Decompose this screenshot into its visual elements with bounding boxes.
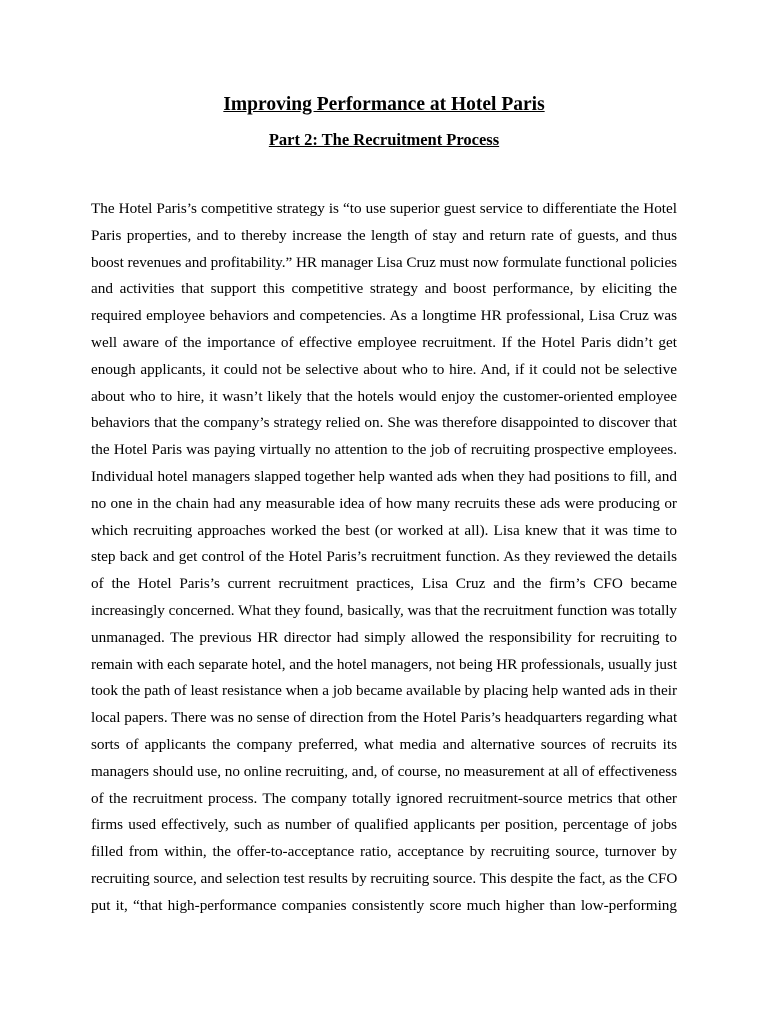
body-line: Paris properties, and to thereby increase the length of stay and return rate of guests, and thus	[91, 226, 677, 244]
body-line: managers should use, no online recruiting, and, of course, no measurement at all of effectiveness	[91, 762, 677, 780]
body-line: sorts of applicants the company preferred, what media and alternative sources of recruits its	[91, 735, 677, 753]
body-line: and activities that support this competitive strategy and boost performance, by eliciting the	[91, 280, 677, 298]
body-line: remain with each separate hotel, and the hotel managers, not being HR professionals, usually just	[91, 655, 677, 673]
body-line: no one in the chain had any measurable idea of how many recruits these ads were producing or	[91, 494, 677, 512]
body-line: boost revenues and profitability.” HR manager Lisa Cruz must now formulate functional policies	[91, 253, 678, 271]
body-line: the Hotel Paris was paying virtually no attention to the job of recruiting prospective employees.	[91, 441, 677, 459]
body-line: behaviors that the company’s strategy relied on. She was therefore disappointed to discover that	[91, 414, 677, 432]
document-title: Improving Performance at Hotel Paris	[223, 94, 545, 115]
body-line: which recruiting approaches worked the best (or worked at all). Lisa knew that it was time to	[91, 521, 677, 539]
body-line: The Hotel Paris’s competitive strategy is “to use superior guest service to differentiate the Hotel	[91, 200, 677, 217]
body-line: recruiting source, and selection test results by recruiting source. This despite the fact, as the CFO	[91, 869, 678, 887]
body-line: of the Hotel Paris’s current recruitment practices, Lisa Cruz and the firm’s CFO became	[91, 575, 677, 593]
body-line: Individual hotel managers slapped together help wanted ads when they had positions to fill, and	[91, 467, 677, 485]
document-subtitle: Part 2: The Recruitment Process	[268, 130, 500, 149]
body-line: required employee behaviors and competencies. As a longtime HR professional, Lisa Cruz was	[91, 307, 677, 325]
body-line: enough applicants, it could not be selective about who to hire. And, if it could not be selective	[91, 360, 677, 378]
body-line: about who to hire, it wasn’t likely that the hotels would enjoy the customer-oriented employee	[91, 387, 677, 405]
body-line: filled from within, the offer-to-acceptance ratio, acceptance by recruiting source, turnover by	[91, 843, 677, 861]
body-line: increasingly concerned. What they found, basically, was that the recruitment function was totally	[91, 601, 677, 619]
body-line: took the path of least resistance when a job became available by placing help wanted ads in their	[91, 682, 677, 700]
body-line: unmanaged. The previous HR director had simply allowed the responsibility for recruiting to	[91, 628, 677, 646]
body-line: step back and get control of the Hotel Paris’s recruitment function. As they reviewed the details	[91, 548, 677, 566]
body-line: of the recruitment process. The company totally ignored recruitment-source metrics that other	[91, 789, 677, 807]
body-line: put it, “that high-performance companies consistently score much higher than low-performing	[91, 896, 677, 914]
body-line: well aware of the importance of effective employee recruitment. If the Hotel Paris didn’t get	[91, 333, 677, 351]
body-paragraph	[91, 196, 677, 920]
body-line: local papers. There was no sense of direction from the Hotel Paris’s headquarters regarding what	[91, 709, 678, 727]
body-line: firms used effectively, such as number of qualified applicants per position, percentage of jobs	[91, 816, 677, 834]
